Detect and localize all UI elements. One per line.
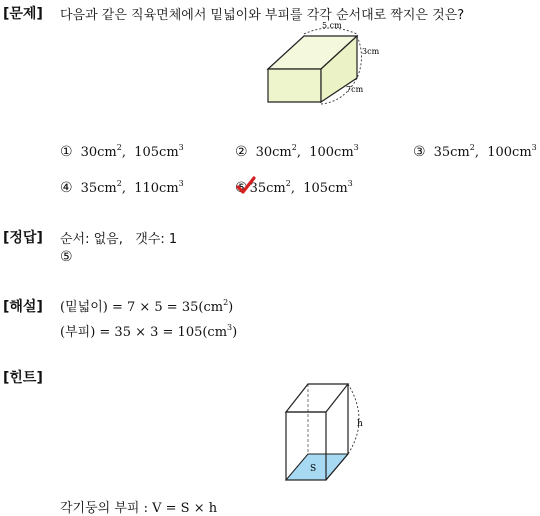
- question-tag: [문제]: [3, 6, 43, 22]
- cuboid-depth-label: 7cm: [346, 85, 364, 94]
- hint-formula: 각기둥의 부피 : V = S × h: [60, 501, 218, 516]
- prism-base-face: [286, 454, 348, 480]
- prism-figure: [278, 382, 378, 484]
- option-5-marker: [235, 180, 250, 196]
- answer-value: ⑤: [60, 249, 73, 265]
- explanation-tag: [해설]: [3, 299, 43, 315]
- option-3[interactable]: ③ $35cm^2$, $100cm^3$: [413, 143, 537, 160]
- prism-top-face: [286, 384, 348, 412]
- question-text: 다음과 같은 직육면체에서 밑넓이와 부피를 각각 순서대로 짝지은 것은?: [60, 8, 465, 23]
- option-5[interactable]: ⑤ $35cm^2$, $105cm^3$: [235, 180, 353, 196]
- option-1[interactable]: ① $30cm^2$, $105cm^3$: [60, 143, 184, 160]
- explanation-line-1: (밑넓이) = $7 \times 5 = 35(cm^2)$: [60, 298, 234, 315]
- cuboid-height-label: 3cm: [362, 47, 380, 56]
- option-number: ④: [60, 180, 73, 196]
- checkmark-icon: [235, 176, 257, 196]
- prism-height-label: h: [357, 419, 363, 429]
- cuboid-figure: [262, 20, 392, 110]
- option-number: ③: [413, 144, 426, 160]
- hint-tag: [힌트]: [3, 370, 43, 386]
- answer-tag: [정답]: [3, 230, 43, 246]
- explanation-line-2: (부피) = $35 \times 3 = 105(cm^3)$: [60, 323, 238, 340]
- cuboid-front-face: [268, 69, 321, 102]
- cuboid-width-label: 5 cm: [322, 21, 342, 30]
- answer-meta: 순서: 없음, 갯수: 1: [60, 232, 178, 247]
- option-2[interactable]: ② $30cm^2$, $100cm^3$: [235, 143, 359, 160]
- option-number: ①: [60, 144, 73, 160]
- prism-base-label: S: [310, 464, 317, 474]
- option-number: ⑤: [235, 180, 248, 196]
- option-number: ②: [235, 144, 248, 160]
- option-4[interactable]: ④ $35cm^2$, $110cm^3$: [60, 179, 184, 196]
